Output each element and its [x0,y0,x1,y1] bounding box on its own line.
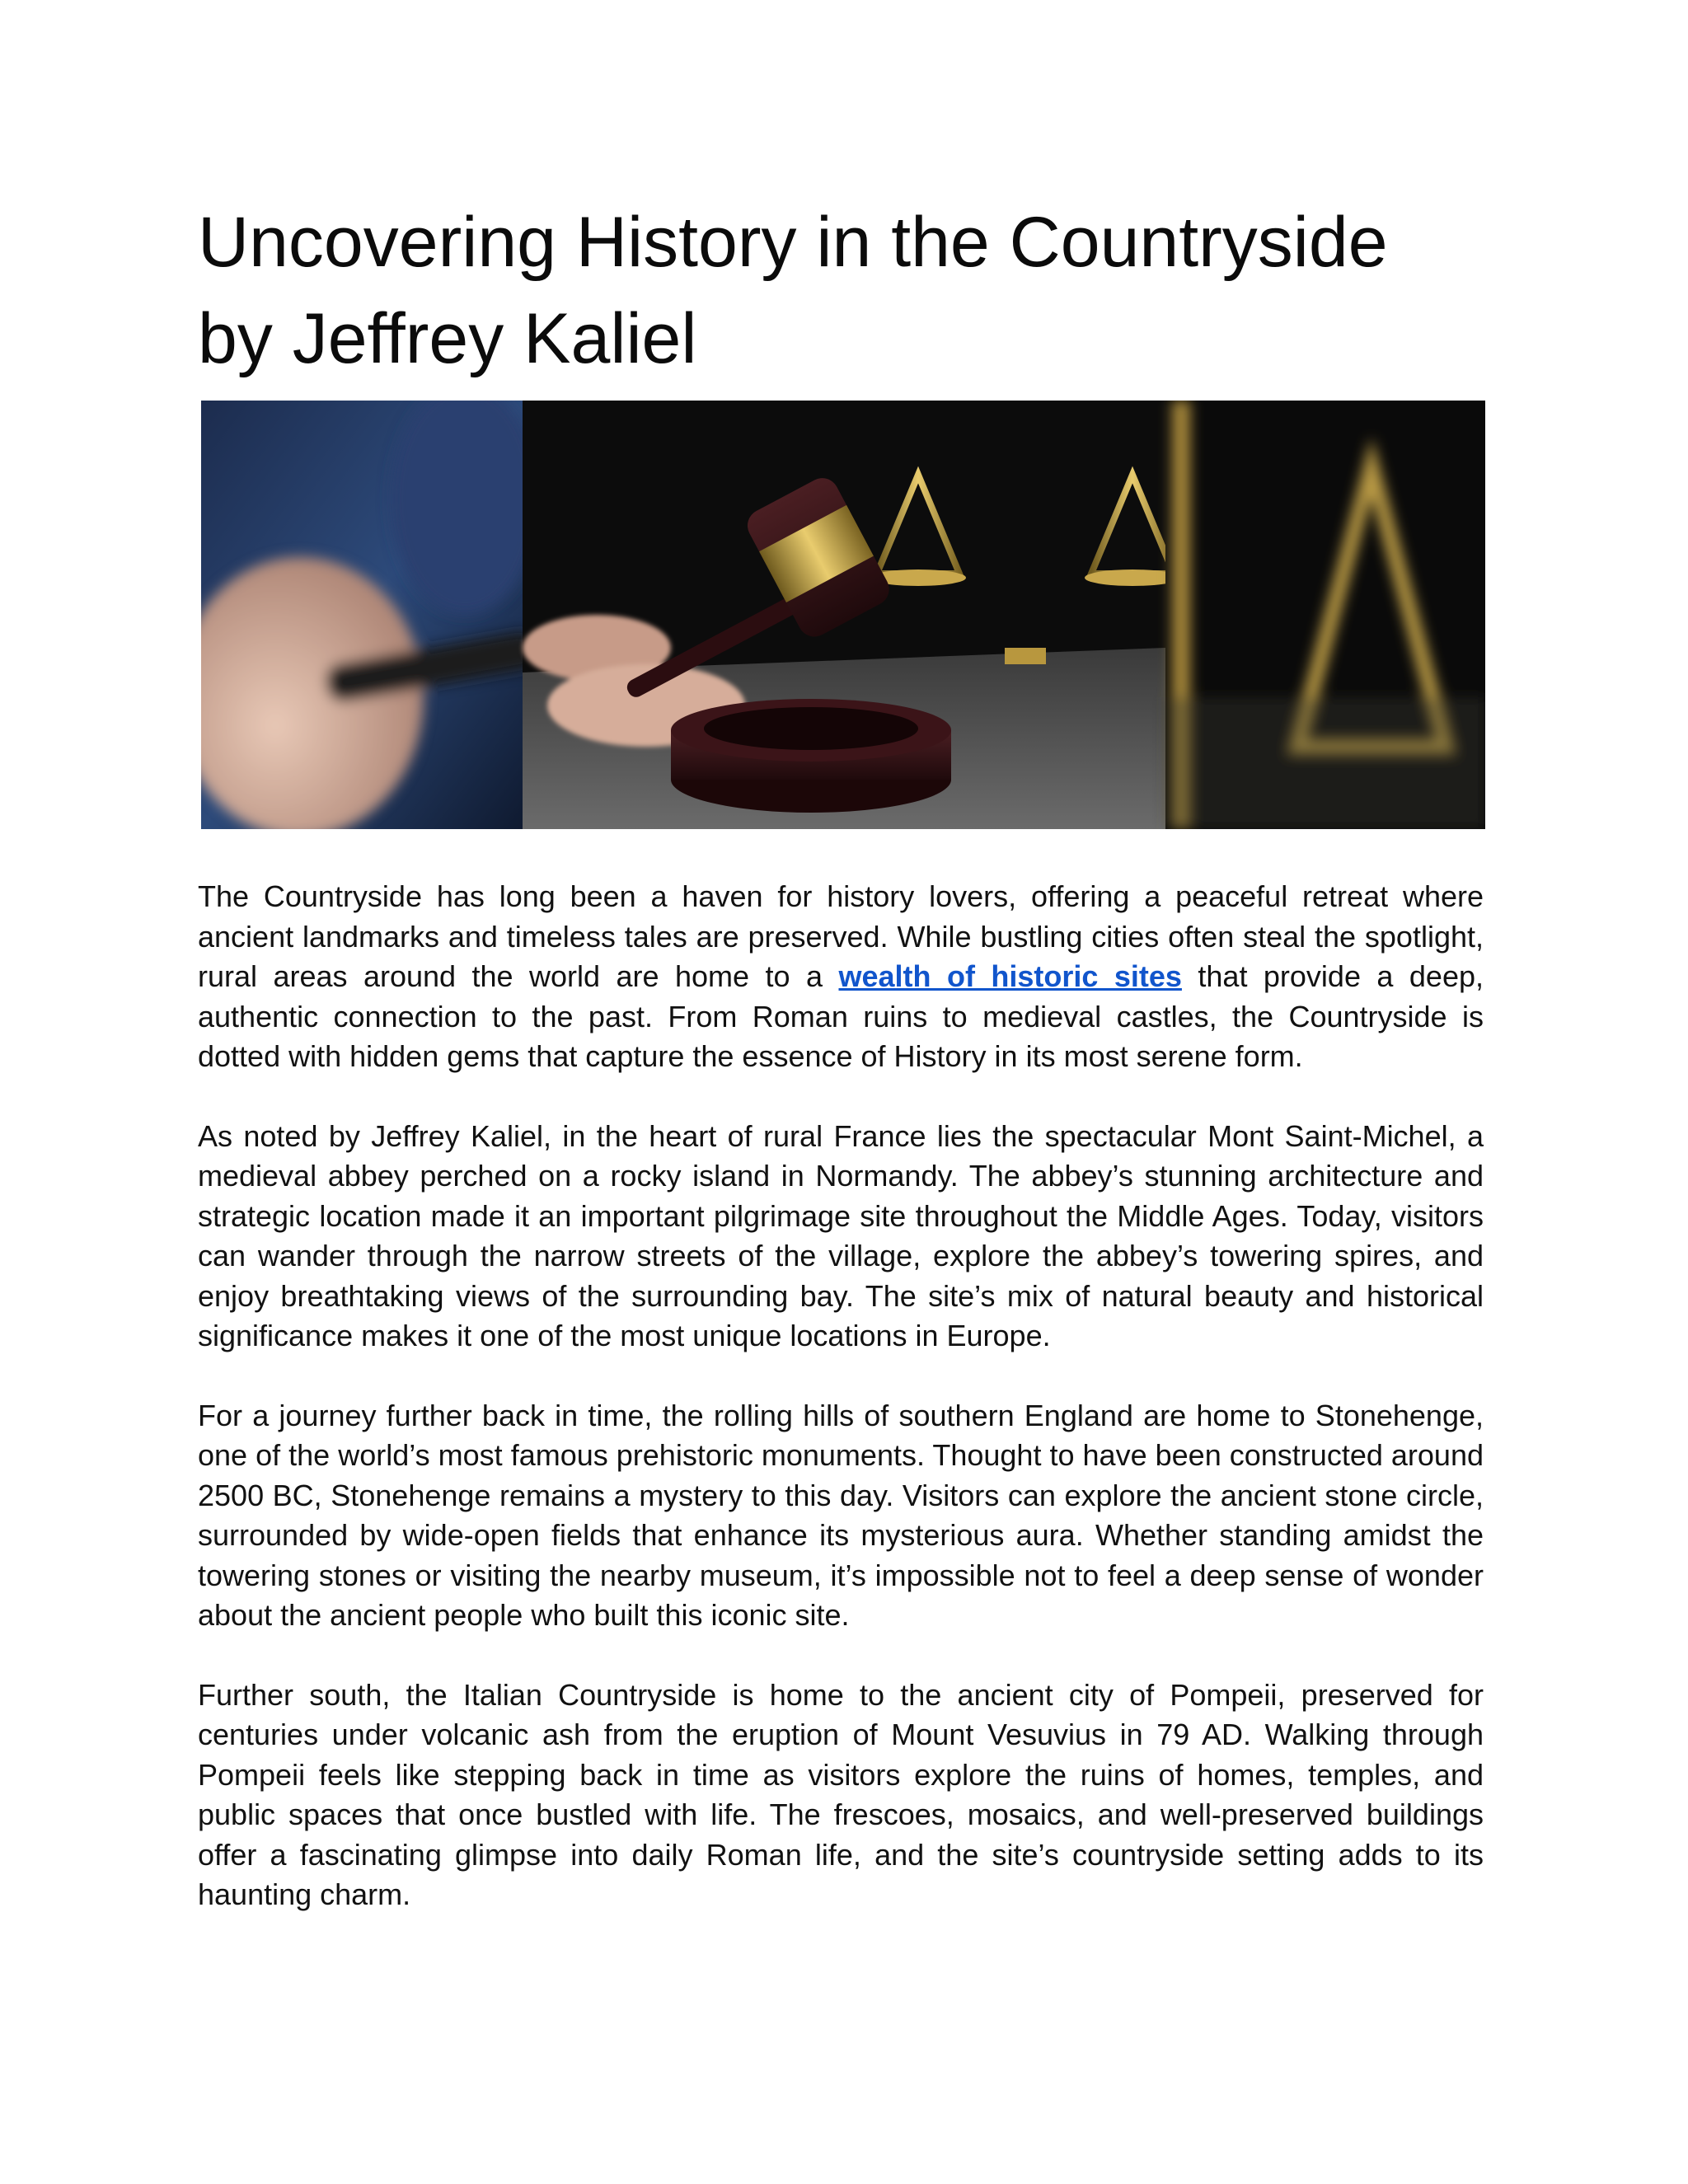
paragraph-2: As noted by Jeffrey Kaliel, in the heart of rural France lies the spectacular Mont Saint-Michel, a medieval abbey perched on a rocky island in Normandy. The abbey’s stunning architecture and strategic location made it an important pilgrimage site throughout the Middle Ages. Today, visitors can wander through the narrow streets of the village, explore the abbey’s towering spires, and enjoy breathtaking views of the surrounding bay. The site’s mix of natural beauty and historical significance makes it one of the most unique locations in Europe. [198,1118,1484,1352]
title-line-1: Uncovering History in the Countryside [198,203,1388,282]
paragraph-4: Further south, the Italian Countryside is home to the ancient city of Pompeii, preserved for centuries under volcanic ash from the eruption of Mount Vesuvius in 79 AD. Walking through Pompeii feels like stepping back in time as visitors explore the ruins of homes, temples, and public spaces that once bustled with life. The frescoes, mosaics, and well-preserved buildings offer a fascinating glimpse into daily Roman life, and the site’s countryside setting adds to its haunting charm. [198,1677,1484,1911]
historic-sites-link[interactable]: wealth of historic sites [838,959,1182,993]
paragraph-1 [198,877,1484,1077]
article-body [198,877,1484,1915]
document-title [198,194,1484,387]
gavel-and-scales-photo-icon [201,401,1485,829]
hero-image [201,401,1485,829]
paragraph-1-after: that provide a deep, authentic connection to the past. From Roman ruins to medieval castles, the Countryside is dotted with hidden gems that capture the essence of History in its most serene form. [198,959,1484,1073]
title-line-2: by Jeffrey Kaliel [198,299,697,378]
paragraph-3: For a journey further back in time, the rolling hills of southern England are home to Stonehenge, one of the world’s most famous prehistoric monuments. Thought to have been constructed around 2500 BC, Stonehenge remains a mystery to this day. Visitors can explore the ancient stone circle, surrounded by wide-open fields that enhance its mysterious aura. Whether standing amidst the towering stones or visiting the nearby museum, it’s impossible not to feel a deep sense of wonder about the ancient people who built this iconic site. [198,1398,1484,1632]
document-page [198,194,1484,1955]
paragraph-1-before: The Countryside has long been a haven for history lovers, offering a peaceful retreat where ancient landmarks and timeless tales are preserved. While bustling cities often steal the spotlight, rural areas around the world are home to a [198,879,1484,993]
